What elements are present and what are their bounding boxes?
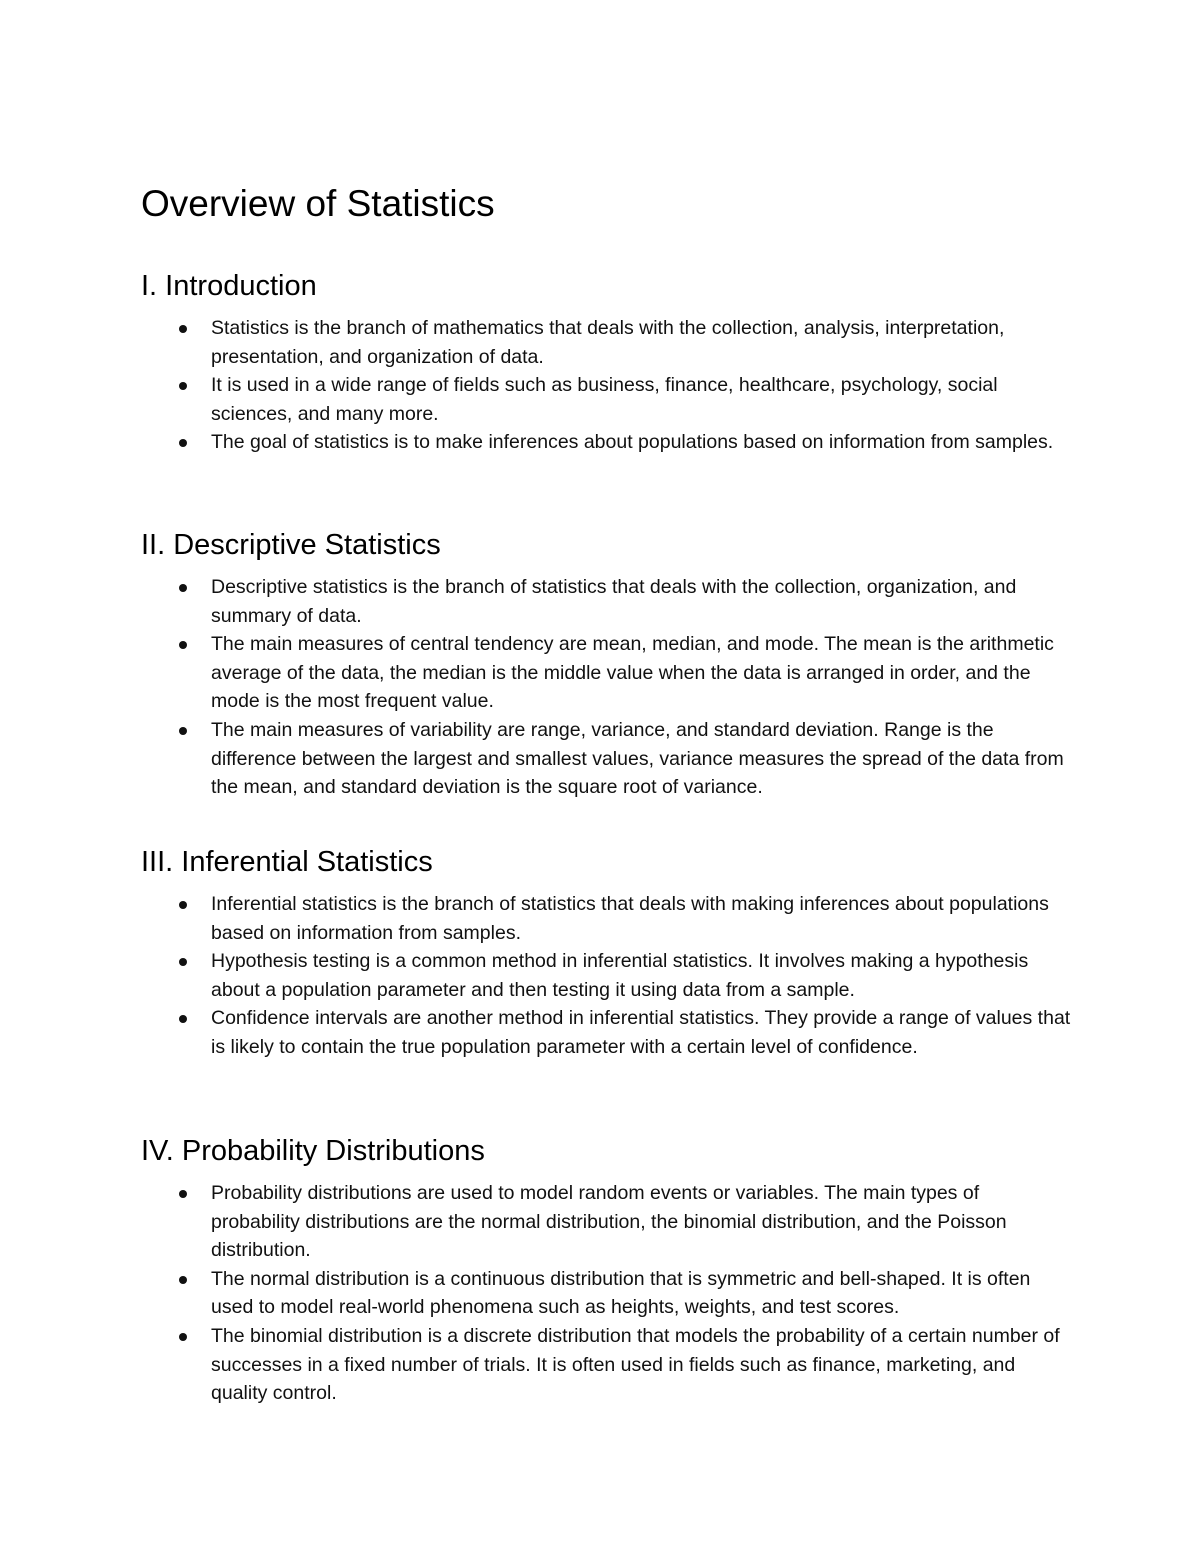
section-heading: I. Introduction (141, 270, 317, 302)
list-item-text: The goal of statistics is to make inferences about populations based on information from samples. (211, 431, 1054, 454)
bullet-icon (179, 1190, 187, 1198)
list-item (141, 314, 1071, 371)
bullet-icon (179, 325, 187, 333)
list-item (141, 716, 1071, 802)
list-item-text: It is used in a wide range of fields such as business, finance, healthcare, psychology, social sciences, and many more. (211, 374, 998, 425)
section-heading: III. Inferential Statistics (141, 846, 433, 878)
bullet-icon (179, 1333, 187, 1341)
bullet-icon (179, 584, 187, 592)
list-item (141, 630, 1071, 716)
bullet-list (141, 890, 1071, 1062)
bullet-icon (179, 1015, 187, 1023)
section-inferential-statistics (141, 844, 1071, 1062)
bullet-icon (179, 439, 187, 447)
section-introduction (141, 268, 1071, 457)
bullet-icon (179, 641, 187, 649)
list-item-text: The main measures of central tendency are mean, median, and mode. The mean is the arithmetic average of the data, the median is the middle value when the data is arranged in order, and the mode is the most frequent value. (211, 633, 1054, 713)
list-item (141, 947, 1071, 1004)
list-item-text: The normal distribution is a continuous distribution that is symmetric and bell-shaped. It is often used to model real-world phenomena such as heights, weights, and test scores. (211, 1267, 1031, 1319)
bullet-icon (179, 382, 187, 390)
list-item-text: Descriptive statistics is the branch of statistics that deals with the collection, organization, and summary of data. (211, 576, 1017, 627)
list-item-text: Inferential statistics is the branch of statistics that deals with making inferences about populations based on information from samples. (211, 893, 1049, 944)
bullet-icon (179, 901, 187, 909)
bullet-list (141, 573, 1071, 802)
list-item (141, 890, 1071, 947)
bullet-list (141, 314, 1071, 457)
list-item-text: Probability distributions are used to model random events or variables. The main types of probability distributions are the normal distribution, the binomial distribution, and the Poisson distribution. (211, 1182, 1007, 1262)
list-item (141, 1179, 1071, 1265)
bullet-list (141, 1179, 1071, 1408)
bullet-icon (179, 1276, 187, 1284)
list-item-text: Statistics is the branch of mathematics that deals with the collection, analysis, interpretation, presentation, and organization of data. (211, 317, 1005, 368)
list-item (141, 1004, 1071, 1061)
list-item (141, 1265, 1071, 1322)
section-heading: II. Descriptive Statistics (141, 529, 441, 561)
section-heading: IV. Probability Distributions (141, 1135, 485, 1167)
list-item-text: The main measures of variability are range, variance, and standard deviation. Range is the difference between the largest and smallest values, variance measures the spread of the data from the mean, and standard deviation is the square root of variance. (211, 718, 1064, 799)
bullet-icon (179, 958, 187, 966)
list-item-text: Hypothesis testing is a common method in inferential statistics. It involves making a hypothesis about a population parameter and then testing it using data from a sample. (211, 950, 1029, 1001)
list-item (141, 1322, 1071, 1408)
list-item-text: Confidence intervals are another method in inferential statistics. They provide a range of values that is likely to contain the true population parameter with a certain level of confidence. (211, 1007, 1071, 1058)
list-item (141, 573, 1071, 630)
list-item (141, 428, 1071, 457)
bullet-icon (179, 727, 187, 735)
section-descriptive-statistics (141, 527, 1071, 802)
list-item (141, 371, 1071, 428)
document-title: Overview of Statistics (141, 183, 495, 224)
list-item-text: The binomial distribution is a discrete distribution that models the probability of a certain number of successes in a fixed number of trials. It is often used in fields such as finance, marketing, and quality control. (211, 1324, 1060, 1405)
section-probability-distributions (141, 1133, 1071, 1408)
